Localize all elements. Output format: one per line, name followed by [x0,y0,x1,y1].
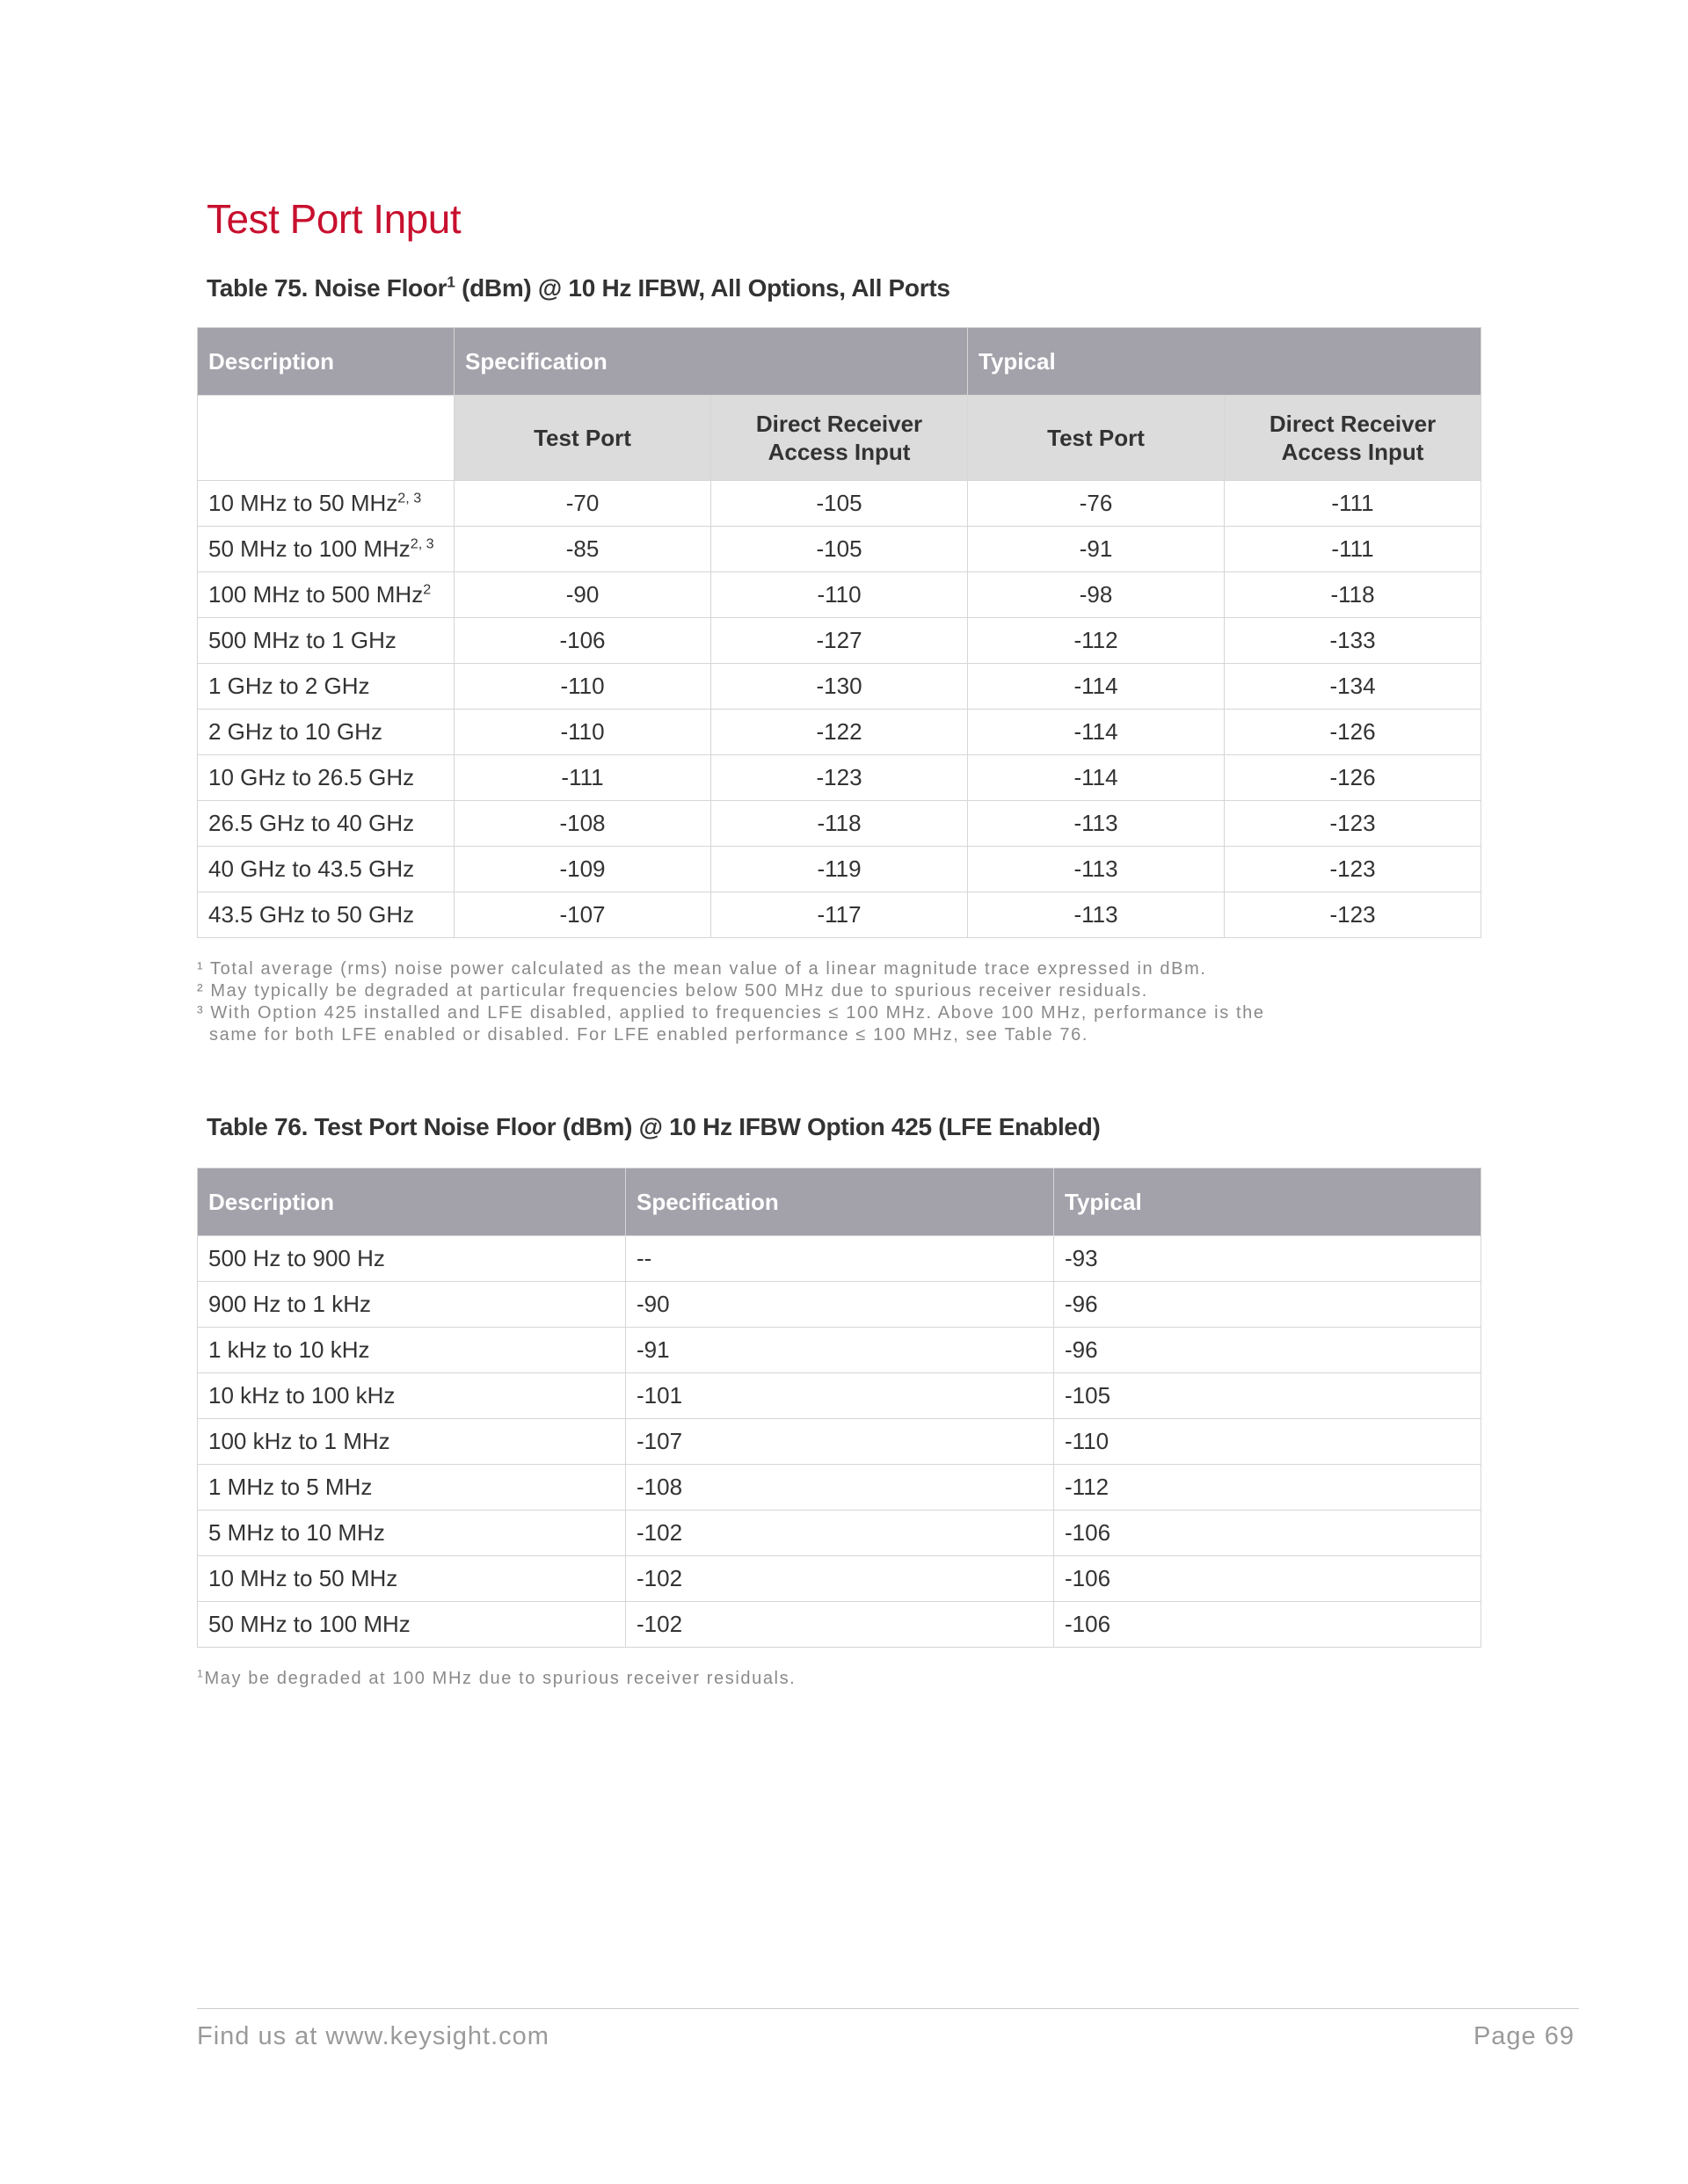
cell-spec-dra: -122 [711,710,968,755]
cell-typ-dra: -123 [1225,801,1481,847]
cell-typ-test-port: -114 [968,710,1225,755]
table-75-subheader-row [198,396,1481,481]
cell-typical: -112 [1054,1465,1481,1511]
cell-typ-dra: -123 [1225,892,1481,938]
subheader-spec-test-port: Test Port [455,396,711,481]
row-label: 1 kHz to 10 kHz [198,1328,626,1373]
footnote-sup: 1 [197,1667,205,1680]
cell-typical: -96 [1054,1282,1481,1328]
table-row [198,664,1481,710]
footnote: ¹ Total average (rms) noise power calculated as the mean value of a linear magnitude trace expressed in dBm. [197,959,1207,979]
table-76-header-row [198,1168,1481,1236]
cell-spec-test-port: -111 [455,755,711,801]
row-label: 26.5 GHz to 40 GHz [198,801,455,847]
row-label: 1 GHz to 2 GHz [198,664,455,710]
table-75-footnotes [197,958,1265,1046]
cell-spec-test-port: -110 [455,664,711,710]
header-specification: Specification [626,1168,1054,1236]
cell-spec-dra: -105 [711,527,968,572]
row-label: 10 GHz to 26.5 GHz [198,755,455,801]
cell-spec-dra: -119 [711,847,968,892]
cell-typ-test-port: -76 [968,481,1225,527]
row-label: 2 GHz to 10 GHz [198,710,455,755]
row-label: 500 MHz to 1 GHz [198,618,455,664]
cell-typ-test-port: -113 [968,801,1225,847]
table-row [198,710,1481,755]
footer-page-number: Page 69 [1473,2022,1575,2050]
cell-spec: -90 [626,1282,1054,1328]
table-row [198,892,1481,938]
cell-spec-dra: -117 [711,892,968,938]
row-label: 10 MHz to 50 MHz$^{2, 3}$ [198,481,455,527]
table-row [198,1511,1481,1556]
table-row [198,1419,1481,1465]
footnote: ² May typically be degraded at particular frequencies below 500 MHz due to spurious receiver residuals. [197,981,1148,1001]
row-label: 100 kHz to 1 MHz [198,1419,626,1465]
table-75-body [198,481,1481,938]
cell-spec-test-port: -109 [455,847,711,892]
cell-typ-dra: -134 [1225,664,1481,710]
table-75-header-row [198,328,1481,396]
table-row [198,1373,1481,1419]
cell-spec: -108 [626,1465,1054,1511]
table-76-body [198,1236,1481,1648]
row-label: 100 MHz to 500 MHz$^2$ [198,572,455,618]
row-label: 1 MHz to 5 MHz [198,1465,626,1511]
cell-spec: -101 [626,1373,1054,1419]
row-label: 50 MHz to 100 MHz$^{2, 3}$ [198,527,455,572]
cell-typ-dra: -133 [1225,618,1481,664]
subheader-spec-dra-input: Direct Receiver Access Input [711,396,968,481]
subheader-typ-test-port: Test Port [968,396,1225,481]
table-75-caption-post: (dBm) @ 10 Hz IFBW, All Options, All Ports [455,274,950,302]
cell-spec: -102 [626,1511,1054,1556]
row-label: 10 kHz to 100 kHz [198,1373,626,1419]
cell-spec: -- [626,1236,1054,1282]
cell-spec-dra: -105 [711,481,968,527]
table-row [198,1328,1481,1373]
cell-spec: -102 [626,1602,1054,1648]
table-76-caption: Table 76. Test Port Noise Floor (dBm) @ 10 Hz IFBW Option 425 (LFE Enabled) [207,1113,1101,1140]
cell-typ-dra: -111 [1225,481,1481,527]
table-row [198,481,1481,527]
cell-typ-dra: -126 [1225,755,1481,801]
row-label: 5 MHz to 10 MHz [198,1511,626,1556]
table-row [198,1602,1481,1648]
cell-typ-dra: -126 [1225,710,1481,755]
cell-spec-test-port: -90 [455,572,711,618]
header-description: Description [198,1168,626,1236]
cell-spec-test-port: -110 [455,710,711,755]
table-row [198,527,1481,572]
cell-typical: -93 [1054,1236,1481,1282]
row-label: 500 Hz to 900 Hz [198,1236,626,1282]
cell-spec-dra: -123 [711,755,968,801]
table-75-caption [207,274,950,302]
cell-typical: -96 [1054,1328,1481,1373]
cell-typ-test-port: -91 [968,527,1225,572]
cell-spec-test-port: -70 [455,481,711,527]
row-label: 10 MHz to 50 MHz [198,1556,626,1602]
footer-divider [197,2008,1579,2009]
table-76-footnote [197,1668,796,1690]
cell-spec: -107 [626,1419,1054,1465]
cell-typ-test-port: -114 [968,664,1225,710]
cell-typ-test-port: -112 [968,618,1225,664]
cell-typical: -106 [1054,1511,1481,1556]
header-description: Description [198,328,455,396]
table-row [198,1282,1481,1328]
cell-typical: -106 [1054,1602,1481,1648]
cell-typical: -106 [1054,1556,1481,1602]
footer-website: Find us at www.keysight.com [197,2022,549,2050]
header-typical: Typical [1054,1168,1481,1236]
section-title: Test Port Input [207,196,462,242]
cell-typ-test-port: -113 [968,892,1225,938]
cell-spec-dra: -127 [711,618,968,664]
cell-typical: -105 [1054,1373,1481,1419]
cell-typ-dra: -123 [1225,847,1481,892]
cell-spec-dra: -110 [711,572,968,618]
table-row [198,572,1481,618]
cell-spec: -91 [626,1328,1054,1373]
cell-spec-dra: -130 [711,664,968,710]
cell-typ-test-port: -113 [968,847,1225,892]
subheader-blank [198,396,455,481]
footnote-continuation: same for both LFE enabled or disabled. For LFE enabled performance ≤ 100 MHz, see Table 76. [209,1025,1089,1045]
row-label: 900 Hz to 1 kHz [198,1282,626,1328]
cell-typ-test-port: -114 [968,755,1225,801]
row-label: 40 GHz to 43.5 GHz [198,847,455,892]
cell-spec-test-port: -106 [455,618,711,664]
table-row [198,755,1481,801]
subheader-typ-dra-input: Direct Receiver Access Input [1225,396,1481,481]
cell-spec-test-port: -107 [455,892,711,938]
footnote: ³ With Option 425 installed and LFE disabled, applied to frequencies ≤ 100 MHz. Above 100 MHz, performance is the [197,1003,1265,1023]
table-75-caption-pre: Table 75. Noise Floor [207,274,447,302]
cell-spec-test-port: -108 [455,801,711,847]
cell-typ-test-port: -98 [968,572,1225,618]
table-75-caption-sup: 1 [447,273,455,291]
row-label: 50 MHz to 100 MHz [198,1602,626,1648]
cell-spec: -102 [626,1556,1054,1602]
table-row [198,801,1481,847]
header-typical: Typical [968,328,1481,396]
cell-spec-test-port: -85 [455,527,711,572]
table-row [198,618,1481,664]
cell-spec-dra: -118 [711,801,968,847]
cell-typ-dra: -111 [1225,527,1481,572]
table-row [198,1465,1481,1511]
row-label: 43.5 GHz to 50 GHz [198,892,455,938]
table-row [198,1556,1481,1602]
cell-typical: -110 [1054,1419,1481,1465]
header-specification: Specification [455,328,968,396]
table-row [198,1236,1481,1282]
footnote-text: May be degraded at 100 MHz due to spurious receiver residuals. [204,1669,797,1688]
table-76 [197,1168,1481,1648]
table-75 [197,327,1481,938]
table-row [198,847,1481,892]
cell-typ-dra: -118 [1225,572,1481,618]
